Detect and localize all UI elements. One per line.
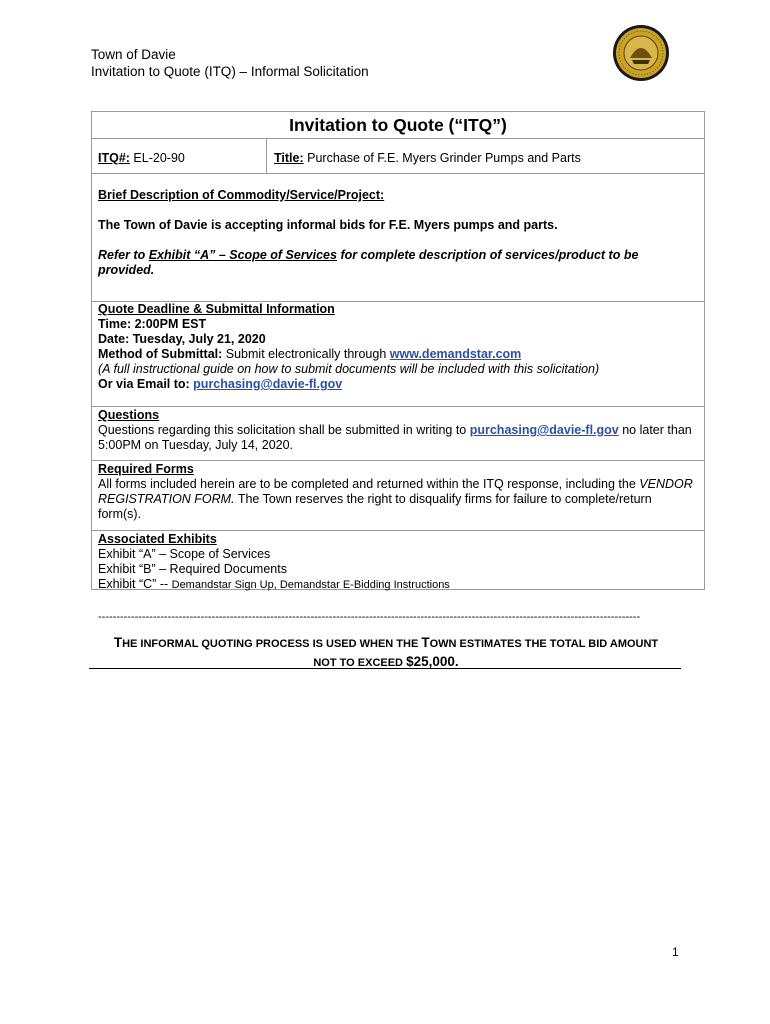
- method-text: Submit electronically through: [222, 347, 390, 361]
- dashed-separator: ----------------------------------------------------------------------------------------------------------------------------------------------------: [98, 611, 641, 623]
- form-title: Invitation to Quote (“ITQ”): [289, 115, 507, 135]
- submittal-method: [98, 347, 698, 362]
- notice-text-1: HE INFORMAL QUOTING PROCESS IS USED WHEN THE: [122, 638, 422, 650]
- itq-title-label: Title:: [274, 151, 304, 165]
- questions-prefix: Questions regarding this solicitation shall be submitted in writing to: [98, 423, 470, 437]
- deadline-heading: Quote Deadline & Submittal Information: [98, 302, 335, 316]
- method-label: Method of Submittal:: [98, 347, 223, 361]
- deadline-section: [92, 301, 704, 406]
- exhibits-heading: Associated Exhibits: [98, 532, 217, 546]
- vendor-form-name: VENDOR REGISTRATION FORM.: [98, 477, 693, 506]
- description-text: The Town of Davie is accepting informal bids for F.E. Myers pumps and parts.: [98, 218, 558, 232]
- itq-form-table: [91, 111, 705, 590]
- notice-cap-t2: T: [421, 635, 430, 650]
- notice-amount: $25,000.: [406, 654, 459, 669]
- refer-prefix: Refer to: [98, 248, 149, 262]
- email-submittal: [98, 377, 698, 392]
- exhibit-a-reference: Exhibit “A” – Scope of Services: [148, 248, 337, 262]
- itq-title-value: Purchase of F.E. Myers Grinder Pumps and Parts: [303, 151, 581, 165]
- document-header: [91, 46, 369, 80]
- informal-process-notice: [91, 634, 681, 672]
- town-seal-icon: [612, 24, 670, 82]
- description-section: [92, 173, 704, 301]
- email-label: Or via Email to:: [98, 377, 194, 391]
- exhibits-section: [92, 530, 704, 589]
- notice-cap-t: T: [113, 635, 123, 650]
- exhibit-b-item: Exhibit “B” – Required Documents: [98, 562, 287, 576]
- notice-text-2: OWN ESTIMATES THE TOTAL BID AMOUNT: [429, 638, 659, 650]
- itq-info-row: [92, 138, 704, 173]
- questions-text: [98, 423, 698, 453]
- demandstar-link[interactable]: www.demandstar.com: [389, 347, 522, 361]
- exhibit-a-item: Exhibit “A” – Scope of Services: [98, 547, 271, 561]
- forms-text: [98, 477, 698, 522]
- itq-number-label: ITQ#:: [98, 151, 130, 165]
- forms-suffix: The Town reserves the right to disqualify firms for failure to complete/return form(s).: [98, 492, 652, 521]
- required-forms-section: [92, 460, 704, 530]
- header-subtitle: Invitation to Quote (ITQ) – Informal Solicitation: [91, 64, 369, 79]
- refer-text: [98, 248, 698, 278]
- guide-note: (A full instructional guide on how to submit documents will be included with this solicitation): [98, 362, 600, 376]
- exhibit-c-text: Demandstar Sign Up, Demandstar E-Bidding Instructions: [171, 579, 450, 591]
- exhibit-c-item: [98, 577, 698, 593]
- exhibit-c-prefix: Exhibit “C” --: [98, 577, 172, 591]
- header-town: Town of Davie: [91, 47, 176, 62]
- questions-email-link[interactable]: purchasing@davie-fl.gov: [469, 423, 619, 437]
- forms-heading: Required Forms: [98, 462, 194, 476]
- notice-line-2: [91, 653, 681, 672]
- refer-suffix: for complete description of services/product to be provided.: [98, 248, 639, 277]
- itq-number-cell: [92, 139, 267, 173]
- forms-prefix: All forms included herein are to be completed and returned within the ITQ response, including the: [98, 477, 640, 491]
- deadline-time: Time: 2:00PM EST: [98, 317, 207, 331]
- notice-line-1: [91, 634, 681, 653]
- description-heading: Brief Description of Commodity/Service/Project:: [98, 188, 385, 202]
- notice-text-3: NOT TO EXCEED: [313, 657, 407, 669]
- notice-rule: [89, 668, 681, 669]
- questions-section: [92, 406, 704, 460]
- itq-number-value: EL-20-90: [129, 151, 185, 165]
- purchasing-email-link[interactable]: purchasing@davie-fl.gov: [193, 377, 343, 391]
- page-number: 1: [672, 945, 679, 959]
- deadline-date: Date: Tuesday, July 21, 2020: [98, 332, 266, 346]
- questions-suffix: no later than 5:00PM on Tuesday, July 14, 2020.: [98, 423, 692, 452]
- itq-title-cell: [267, 139, 704, 173]
- questions-heading: Questions: [98, 408, 160, 422]
